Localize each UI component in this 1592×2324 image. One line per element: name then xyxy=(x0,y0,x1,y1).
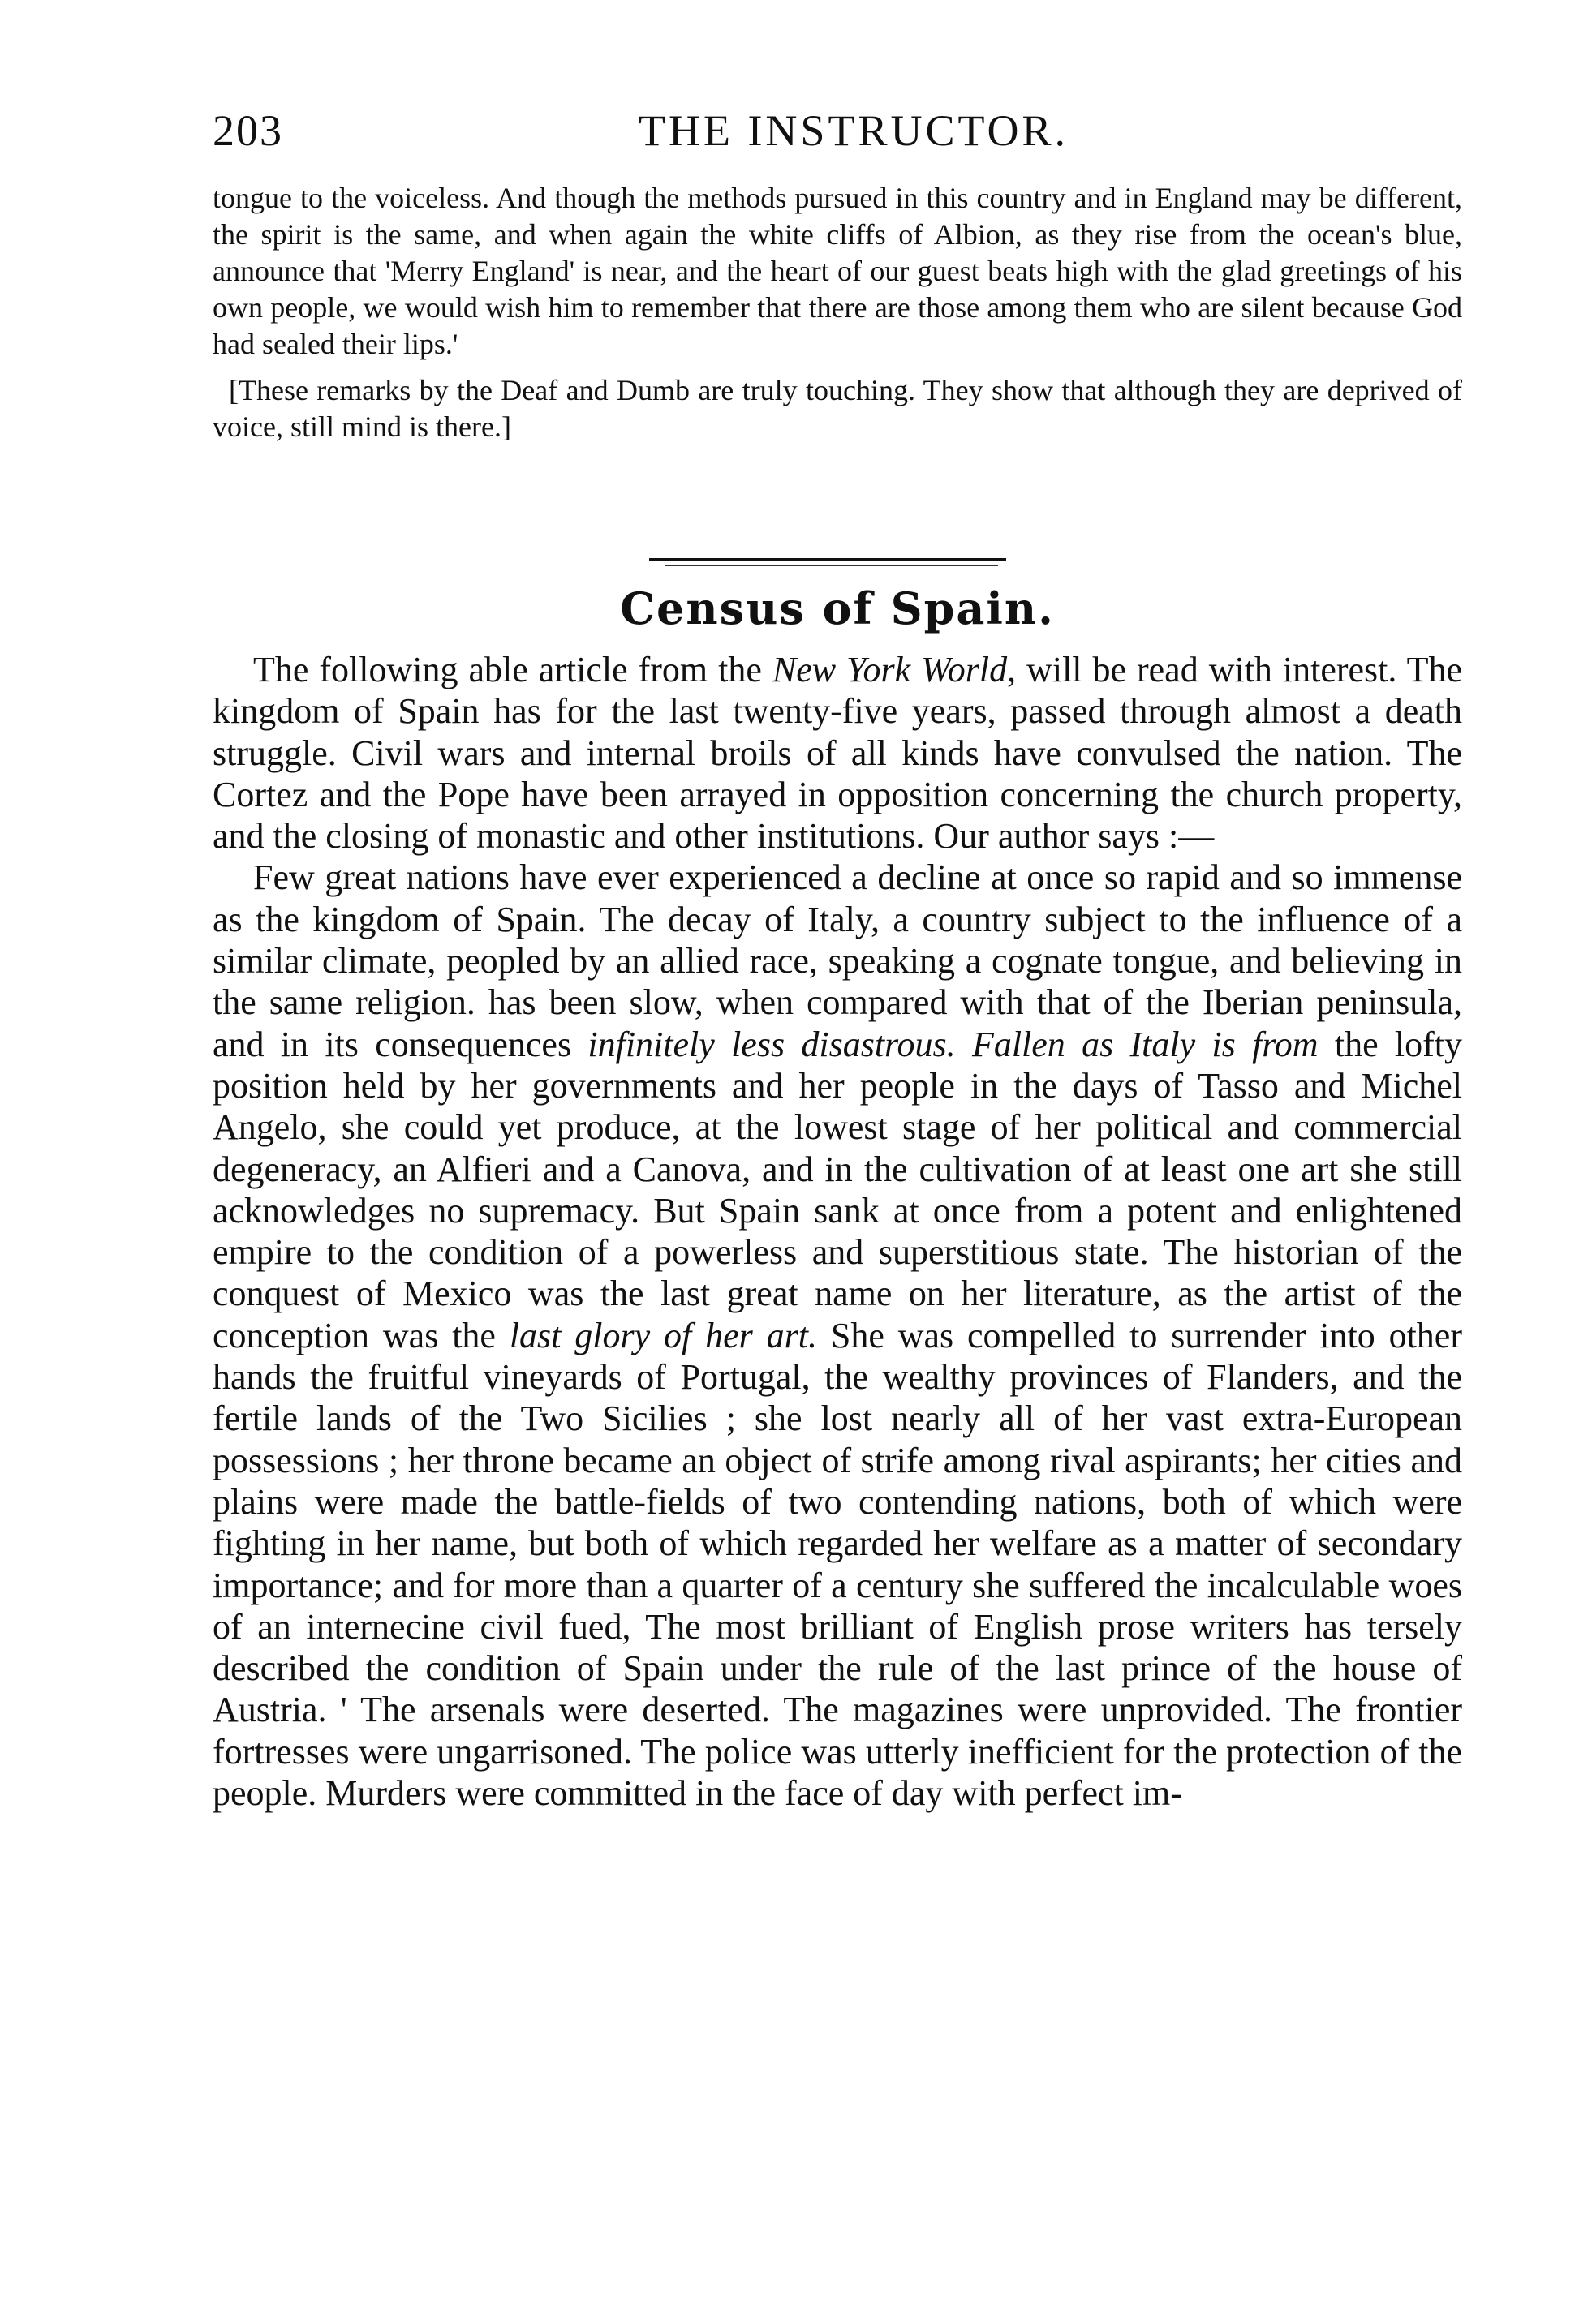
quote-italic-1: infinitely less disastrous. Fallen as Italy is from xyxy=(587,1024,1319,1064)
divider-rule-bottom xyxy=(665,565,998,566)
previous-article-ending xyxy=(213,180,1462,445)
quote-italic-2: last glory of her art. xyxy=(509,1315,817,1355)
quote-text-1: Few great nations have ever experienced a decline at once so rapid and so immense as the kingdom of Spain. The decay of Italy, a country subject to the influence of a similar climate, peopled by an allied race, speaking a cognate tongue, and believing in the same religion. has been slow, when compared with that of the Iberian peninsula, and in its consequences xyxy=(213,857,1462,1064)
divider-rule-top xyxy=(649,558,1006,561)
running-title: THE INSTRUCTOR. xyxy=(638,106,1069,155)
article-body xyxy=(213,649,1462,1814)
closing-paragraph: tongue to the voiceless. And though the methods pursued in this country and in England may be different, the spirit is the same, and when again the white cliffs of Albion, as they rise from the ocean's blue, announce that 'Merry England' is near, and the heart of our guest beats high with the glad greetings of his own people, we would wish him to remember that there are those among them who are silent because God had sealed their lips.' xyxy=(213,182,1462,360)
intro-text-start: The following able article from the xyxy=(253,650,772,689)
quoted-paragraph xyxy=(213,857,1462,1814)
intro-paragraph xyxy=(213,649,1462,857)
editor-note: [These remarks by the Deaf and Dumb are truly touching. They show that although they are deprived of voice, still mind is there.] xyxy=(213,374,1462,443)
intro-text-end: , will be read with interest. The kingdom of Spain has for the last twenty-five years, passed through almost a death struggle. Civil wars and internal broils of all kinds have convulsed the nation. The Cortez and the Pope have been arrayed in opposition concerning the church property, and the closing of monastic and other institutions. Our author says :— xyxy=(213,650,1462,857)
page-header xyxy=(213,97,1462,162)
page-number: 203 xyxy=(213,106,283,155)
source-publication: New York World xyxy=(772,650,1008,689)
quote-text-3: She was compelled to surrender into other hands the fruitful vineyards of Portugal, the wealthy provinces of Flanders, and the fertile lands of the Two Sicilies ; she lost nearly all of her vast extra-European possessions ; her throne became an object of strife among rival aspirants; her cities and plains were made the battle-fields of two contending nations, both of which were fighting in her name, but both of which regarded her welfare as a matter of secondary importance; and for more than a quarter of a century she suffered the incalculable woes of an internecine civil fued, The most brilliant of English prose writers has tersely described the condition of Spain under the rule of the last prince of the house of Austria. ' The arsenals were deserted. The magazines were unprovided. The frontier fortresses were ungarrisoned. The police was utterly inefficient for the protection of the people. Murders were committed in the face of day with perfect im- xyxy=(213,1315,1462,1814)
article-title: Census of Spain. xyxy=(620,582,1055,634)
quote-text-2: the lofty position held by her governments and her people in the days of Tasso and Michel Angelo, she could yet produce, at the lowest stage of her political and commercial degeneracy, an Alfieri and a Canova, and in the cultivation of at least one art she still acknowledges no supremacy. But Spain sank at once from a potent and enlightened empire to the condition of a powerless and superstitious state. The historian of the conquest of Mexico was the last great name on her literature, as the artist of the conception was the xyxy=(213,1024,1462,1355)
section-divider xyxy=(649,558,1006,569)
